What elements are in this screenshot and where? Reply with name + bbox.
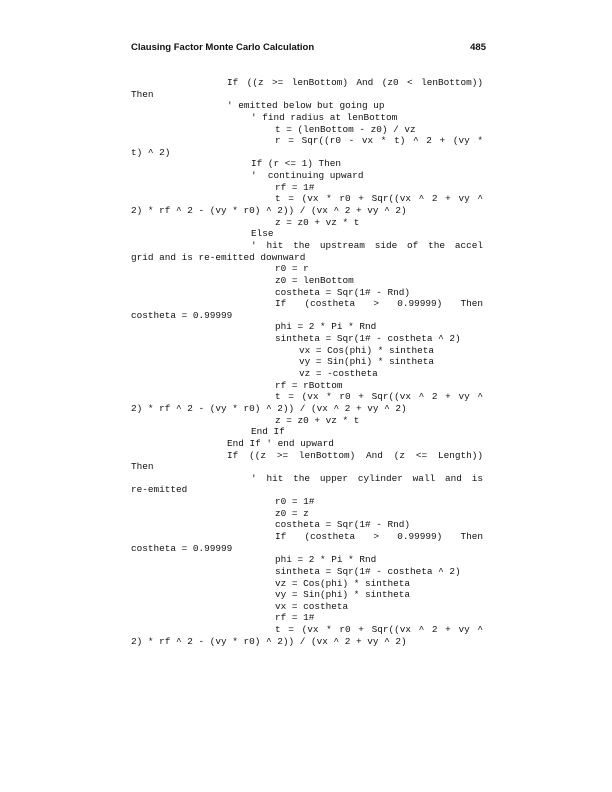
code-line: costheta = Sqr(1# - Rnd) (275, 286, 411, 298)
code-line: vy = Sin(phi) * sintheta (275, 589, 411, 601)
code-line: r0 = r (275, 263, 309, 275)
code-line: Then (131, 88, 154, 100)
code-line: vx = costheta (275, 600, 349, 612)
code-line: vy = Sin(phi) * sintheta (299, 356, 435, 368)
code-line: End If ' end upward (227, 437, 334, 449)
code-line: vz = Cos(phi) * sintheta (275, 577, 411, 589)
code-line: sintheta = Sqr(1# - costheta ^ 2) (275, 333, 461, 345)
code-line: vz = -costheta (299, 368, 378, 380)
code-line: ' hit the upstream side of the accel (251, 239, 483, 251)
code-line: rf = 1# (275, 612, 315, 624)
code-line: vx = Cos(phi) * sintheta (299, 344, 435, 356)
code-line: costheta = Sqr(1# - Rnd) (275, 519, 411, 531)
code-line: costheta = 0.99999 (131, 542, 233, 554)
code-line: t) ^ 2) (131, 146, 171, 158)
code-line: z = z0 + vz * t (275, 414, 360, 426)
code-line: costheta = 0.99999 (131, 309, 233, 321)
code-line: If (costheta > 0.99999) Then (275, 298, 483, 310)
code-line: ' hit the upper cylinder wall and is (251, 472, 483, 484)
code-line: 2) * rf ^ 2 - (vy * r0) ^ 2)) / (vx ^ 2 + vy ^ 2) (131, 402, 407, 414)
code-line: re-emitted (131, 484, 188, 496)
code-line: t = (vx * r0 + Sqr((vx ^ 2 + vy ^ (275, 624, 483, 636)
code-line: z = z0 + vz * t (275, 216, 360, 228)
code-line: sintheta = Sqr(1# - costheta ^ 2) (275, 565, 461, 577)
header-title: Clausing Factor Monte Carlo Calculation (131, 42, 315, 53)
code-listing (131, 77, 483, 647)
code-line: rf = 1# (275, 181, 315, 193)
code-line: If ((z >= lenBottom) And (z0 < lenBottom)) (227, 77, 483, 88)
code-line: 2) * rf ^ 2 - (vy * r0) ^ 2)) / (vx ^ 2 + vy ^ 2) (131, 635, 407, 647)
code-line: r = Sqr((r0 - vx * t) ^ 2 + (vy * (275, 135, 483, 147)
code-line: rf = rBottom (275, 379, 343, 391)
code-line: ' emitted below but going up (227, 100, 385, 112)
code-line: Then (131, 461, 154, 473)
code-line: End If (251, 426, 285, 438)
code-line: Else (251, 228, 274, 240)
code-line: If (costheta > 0.99999) Then (275, 530, 483, 542)
page-number: 485 (470, 42, 486, 53)
code-line: If ((z >= lenBottom) And (z <= Length)) (227, 449, 483, 461)
code-line: z0 = lenBottom (275, 274, 354, 286)
code-line: ' find radius at lenBottom (251, 111, 398, 123)
code-line: t = (lenBottom - z0) / vz (275, 123, 416, 135)
code-line: ' continuing upward (251, 170, 364, 182)
code-line: 2) * rf ^ 2 - (vy * r0) ^ 2)) / (vx ^ 2 + vy ^ 2) (131, 205, 407, 217)
code-line: r0 = 1# (275, 496, 315, 508)
code-line: t = (vx * r0 + Sqr((vx ^ 2 + vy ^ (275, 193, 483, 205)
code-line: phi = 2 * Pi * Rnd (275, 554, 377, 566)
code-line: phi = 2 * Pi * Rnd (275, 321, 377, 333)
code-line: grid and is re-emitted downward (131, 251, 306, 263)
code-line: t = (vx * r0 + Sqr((vx ^ 2 + vy ^ (275, 391, 483, 403)
code-line: If (r <= 1) Then (251, 158, 342, 170)
code-line: z0 = z (275, 507, 309, 519)
